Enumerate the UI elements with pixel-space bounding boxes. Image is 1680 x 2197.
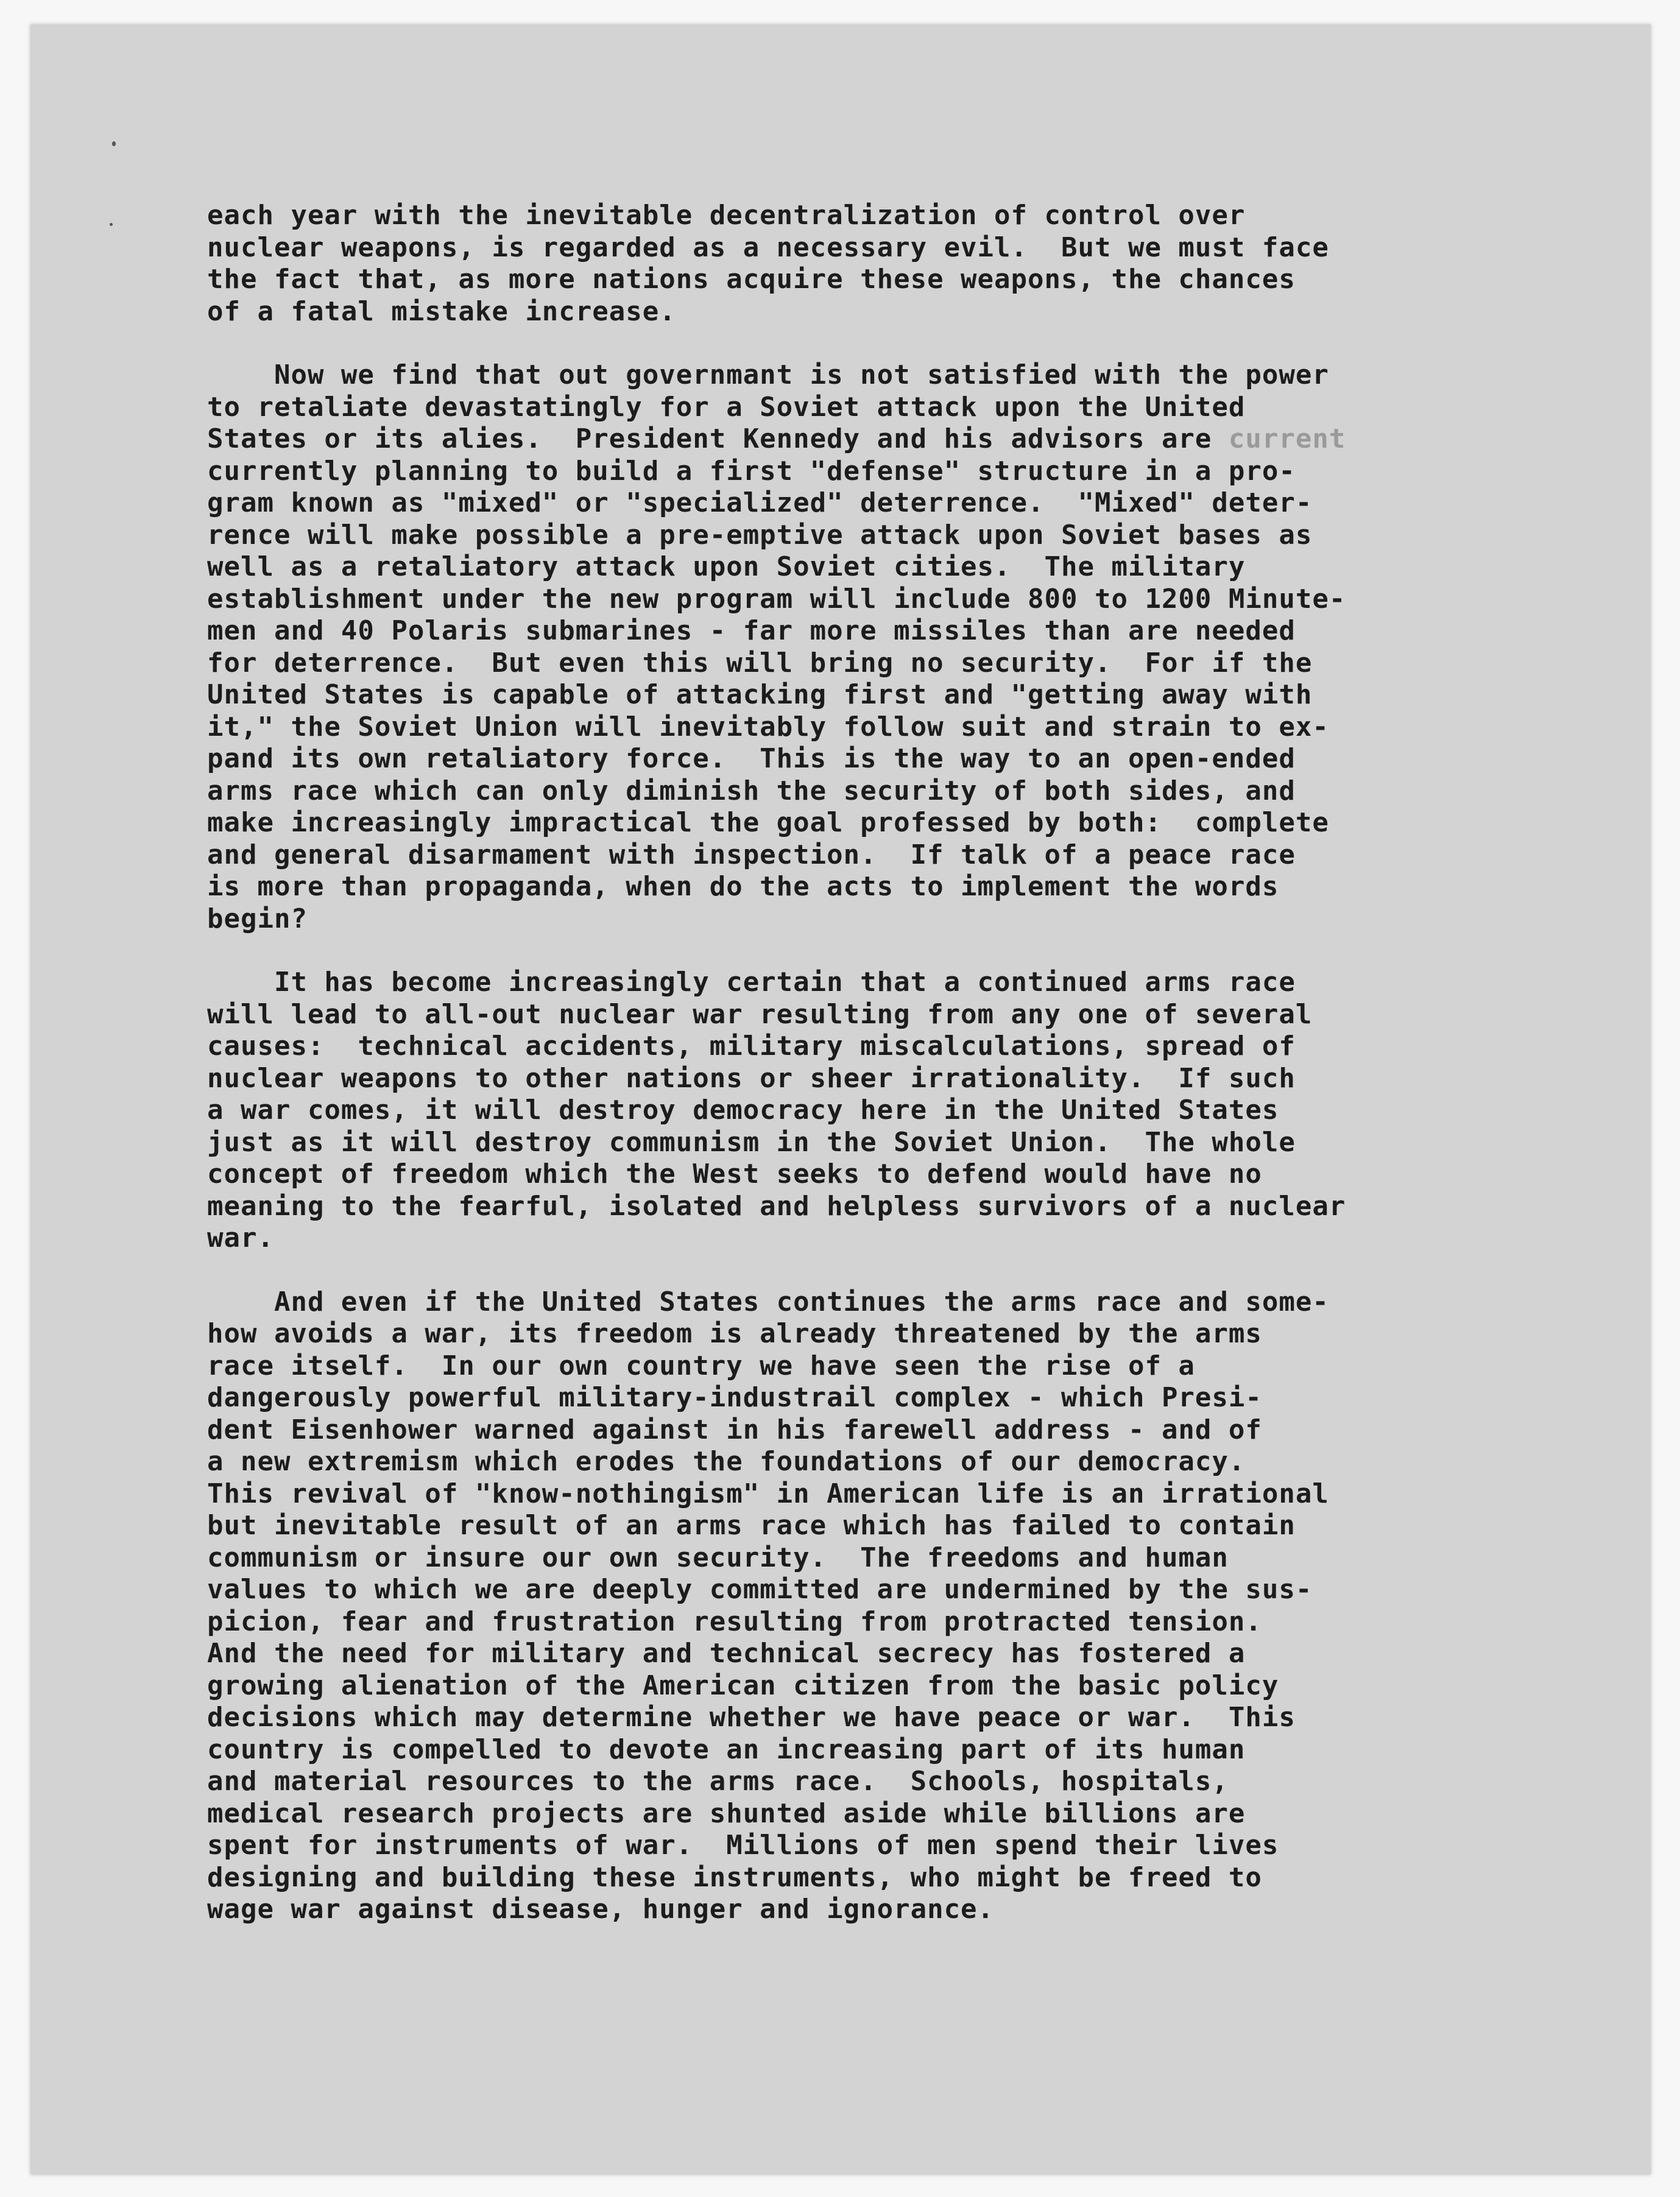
paragraph-nuclear-war [207,967,1578,1255]
typed-line: but inevitable result of an arms race which has failed to contain [207,1510,1296,1541]
typed-line: is more than propaganda, when do the acts to implement the words [207,871,1279,902]
typed-line: States or its alies. President Kennedy and his advisors are current [207,423,1346,454]
typed-line: rence will make possible a pre-emptive attack upon Soviet bases as [207,519,1313,551]
typed-line: it," the Soviet Union will inevitably follow suit and strain to ex- [207,711,1329,742]
typed-line: war. [207,1222,274,1254]
typed-line: and general disarmament with inspection. If talk of a peace race [207,839,1296,870]
typed-line: arms race which can only diminish the security of both sides, and [207,775,1296,806]
typed-line: pand its own retaliatory force. This is the way to an open-ended [207,743,1296,774]
typed-line: causes: technical accidents, military miscalculations, spread of [207,1031,1296,1062]
typed-line: a war comes, it will destroy democracy here in the United States [207,1095,1279,1126]
typed-line: concept of freedom which the West seeks to defend would have no [207,1158,1262,1190]
typed-line: how avoids a war, its freedom is already threatened by the arms [207,1318,1262,1349]
paragraph-gap [207,1255,1578,1286]
typed-line: communism or insure our own security. The freedoms and human [207,1542,1229,1573]
typed-line: begin? [207,903,308,934]
typed-line: wage war against disease, hunger and ignorance. [207,1894,995,1925]
paragraph-gap [207,328,1578,359]
typed-line: This revival of "know-nothingism" in American life is an irrational [207,1478,1329,1509]
typed-line: dangerously powerful military-industrail complex - which Presi- [207,1382,1262,1413]
typed-line: picion, fear and frustration resulting from protracted tension. [207,1606,1262,1637]
paragraph-freedom-threatened [207,1286,1578,1926]
typed-line: designing and building these instruments, who might be freed to [207,1861,1262,1893]
typed-line: just as it will destroy communism in the Soviet Union. The whole [207,1126,1296,1158]
typed-line: to retaliate devastatingly for a Soviet attack upon the United [207,391,1246,423]
typed-line: spent for instruments of war. Millions of men spend their lives [207,1830,1279,1861]
typed-line: men and 40 Polaris submarines - far more missiles than are needed [207,615,1296,646]
typed-line: race itself. In our own country we have seen the rise of a [207,1350,1195,1381]
typed-line: decisions which may determine whether we have peace or war. This [207,1702,1296,1733]
typed-line: dent Eisenhower warned against in his farewell address - and of [207,1414,1262,1445]
paragraph-continuation [207,200,1578,328]
typed-line: and material resources to the arms race. Schools, hospitals, [207,1766,1229,1797]
struck-word: current [1212,423,1346,454]
document-body [207,200,1578,1926]
typed-line: And even if the United States continues the arms race and some- [207,1286,1329,1317]
typed-line: a new extremism which erodes the foundations of our democracy. [207,1446,1246,1477]
typed-line: And the need for military and technical secrecy has fostered a [207,1638,1246,1669]
typed-line: meaning to the fearful, isolated and helpless survivors of a nuclear [207,1190,1346,1222]
typed-line: country is compelled to devote an increasing part of its human [207,1733,1246,1765]
typed-line: each year with the inevitable decentralization of control over [207,200,1246,231]
typed-line: establishment under the new program will include 800 to 1200 Minute- [207,583,1346,615]
typed-line: United States is capable of attacking first and "getting away with [207,679,1313,710]
typed-line: the fact that, as more nations acquire these weapons, the chances [207,264,1296,295]
typed-line: will lead to all-out nuclear war resulting from any one of several [207,998,1313,1030]
typed-line: gram known as "mixed" or "specialized" deterrence. "Mixed" deter- [207,487,1313,518]
paper-speck [110,223,113,226]
paragraph-gap [207,935,1578,967]
typed-line: Now we find that out governmant is not satisfied with the power [207,359,1329,390]
paper-speck [112,141,116,146]
typed-line: for deterrence. But even this will bring no security. For if the [207,647,1313,679]
typed-line: nuclear weapons to other nations or sheer irrationality. If such [207,1062,1296,1094]
typed-line: values to which we are deeply committed are undermined by the sus- [207,1574,1313,1605]
typed-line: currently planning to build a first "defense" structure in a pro- [207,455,1296,487]
typed-line: make increasingly impractical the goal professed by both: complete [207,807,1329,838]
typed-line: well as a retaliatory attack upon Soviet cities. The military [207,551,1246,582]
paragraph-mixed-deterrence [207,359,1578,935]
typed-line: medical research projects are shunted aside while billions are [207,1797,1246,1829]
typed-line: growing alienation of the American citizen from the basic policy [207,1670,1279,1701]
typed-line: It has become increasingly certain that a continued arms race [207,967,1296,998]
typed-line: of a fatal mistake increase. [207,295,676,327]
typed-line: nuclear weapons, is regarded as a necessary evil. But we must face [207,231,1329,263]
typed-page [30,24,1651,2174]
